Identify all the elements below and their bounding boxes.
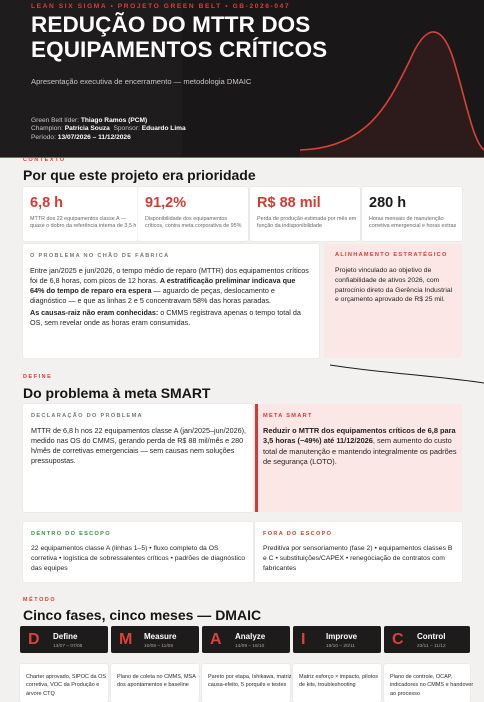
context-kicker: CONTEXTO [23,157,66,163]
period-line: Período: 13/07/2026 – 11/12/2026 [31,134,131,141]
problem-card: O PROBLEMA NO CHÃO DE FÁBRICA Entre jan/2025 e jun/2026, o tempo médio de reparo (MTTR) dos equipamentos críticos foi de 6,8 horas, com picos de 12 horas. A estratificação preliminar indicava que 64% do tempo de reparo era espera — aguardo de peças, deslocamento e diagnóstico — e que as linhas 2 e 5 concentravam 58% das horas paradas. As causas-raiz não eram conhecidas: o CMMS registrava apenas o tempo total da OS, sem revelar onde as horas eram consumidas. [23,244,319,358]
phase-control-body: Plano de controle, OCAP, indicadores no CMMS e handover ao processo [384,664,470,702]
kpi-card-hours: 280 h Horas mensais de manutenção corretiva emergencial e horas extras [362,187,462,241]
phase-measure-body: Plano de coleta no CMMS, MSA dos apontamentos e baseline [111,664,199,702]
phase-define: D Define 13/07 – 07/08 [20,626,108,653]
divider-curve [0,355,484,385]
phase-analyze-body: Pareto por etapa, Ishikawa, matriz causa-efeito, 5 porquês e testes [202,664,290,702]
out-of-scope-card: FORA DO ESCOPO Preditiva por sensoriamento (fase 2) • equipamentos classes B e C • substituições/CAPEX • renegociação de contratos com fabricantes [255,522,462,582]
kpi-card-mttr: 6,8 h MTTR dos 22 equipamentos classe A — quase o dobro da referência interna de 3,5 h [23,187,138,241]
strategic-alignment-card: ALINHAMENTO ESTRATÉGICO Projeto vinculado ao objetivo de confiabilidade de ativos 2026, com patrocínio direto da Gerência Industrial e orçamento aprovado de R$ 25 mil. [324,244,462,358]
project-kicker: LEAN SIX SIGMA • PROJETO GREEN BELT • GB-2026-047 [31,3,291,10]
phase-define-body: Charter aprovado, SIPOC da OS corretiva, VOC da Produção e árvore CTQ [20,664,108,702]
leader-line: Green Belt líder: Thiago Ramos (PCM) [31,117,148,124]
problem-text: Entre jan/2025 e jun/2026, o tempo médio de reparo (MTTR) dos equipamentos críticos foi de 6,8 horas, com picos de 12 horas. A estratificação preliminar indicava que 64% do tempo de reparo era espera — aguardo de peças, deslocamento e diagnóstico — e que as linhas 2 e 5 concentravam 58% das horas paradas. [30,266,309,305]
method-title: Cinco fases, cinco meses — DMAIC [23,607,262,623]
hero-header [0,0,484,158]
define-title: Do problema à meta SMART [23,385,211,401]
smart-goal-card: META SMART Reduzir o MTTR dos equipamentos críticos de 6,8 para 3,5 horas (−49%) até 11/12/2026, sem aumento do custo total de manutenção e mantendo integralmente os padrões de segurança (LOTO). [255,404,462,512]
page-title: REDUÇÃO DO MTTR DOS EQUIPAMENTOS CRÍTICOS [31,12,328,62]
problem-statement-card: DECLARAÇÃO DO PROBLEMA MTTR de 6,8 h nos 22 equipamentos classe A (jan/2025–jun/2026), medido nas OS do CMMS, gerando perda de R$ 88 mil/mês e 280 h/mês de corretivas emergenciais — sem causas nem soluções pressupostas. [23,404,253,512]
phase-analyze: A Analyze 14/09 – 16/10 [202,626,290,653]
context-title: Por que este projeto era prioridade [23,167,256,183]
define-kicker: DEFINE [23,374,53,380]
kpi-card-availability: 91,2% Disponibilidade dos equipamentos críticos, contra meta corporativa de 95% [138,187,248,241]
phase-control: C Control 23/11 – 11/12 [384,626,470,653]
phase-improve: I Improve 19/10 – 20/11 [293,626,381,653]
champion-line: Champion: Patrícia Souza Sponsor: Eduardo Lima [31,125,186,132]
in-scope-card: DENTRO DO ESCOPO 22 equipamentos classe A (linhas 1–5) • fluxo completo da OS corretiva • logística de sobressalentes críticos • padrões de diagnóstico das equipes [23,522,253,582]
kpi-card-loss: R$ 88 mil Perda de produção estimada por mês em função da indisponibilidade [250,187,360,241]
problem-root-cause: As causas-raiz não eram conhecidas: o CMMS registrava apenas o tempo total da OS, sem revelar onde as horas eram consumidas. [30,308,301,327]
phase-measure: M Measure 10/08 – 11/09 [111,626,199,653]
method-kicker: MÉTODO [23,597,57,603]
phase-improve-body: Matriz esforço × impacto, pilotos de kits, troubleshooting [293,664,381,702]
page-subtitle: Apresentação executiva de encerramento — metodologia DMAIC [31,77,252,86]
